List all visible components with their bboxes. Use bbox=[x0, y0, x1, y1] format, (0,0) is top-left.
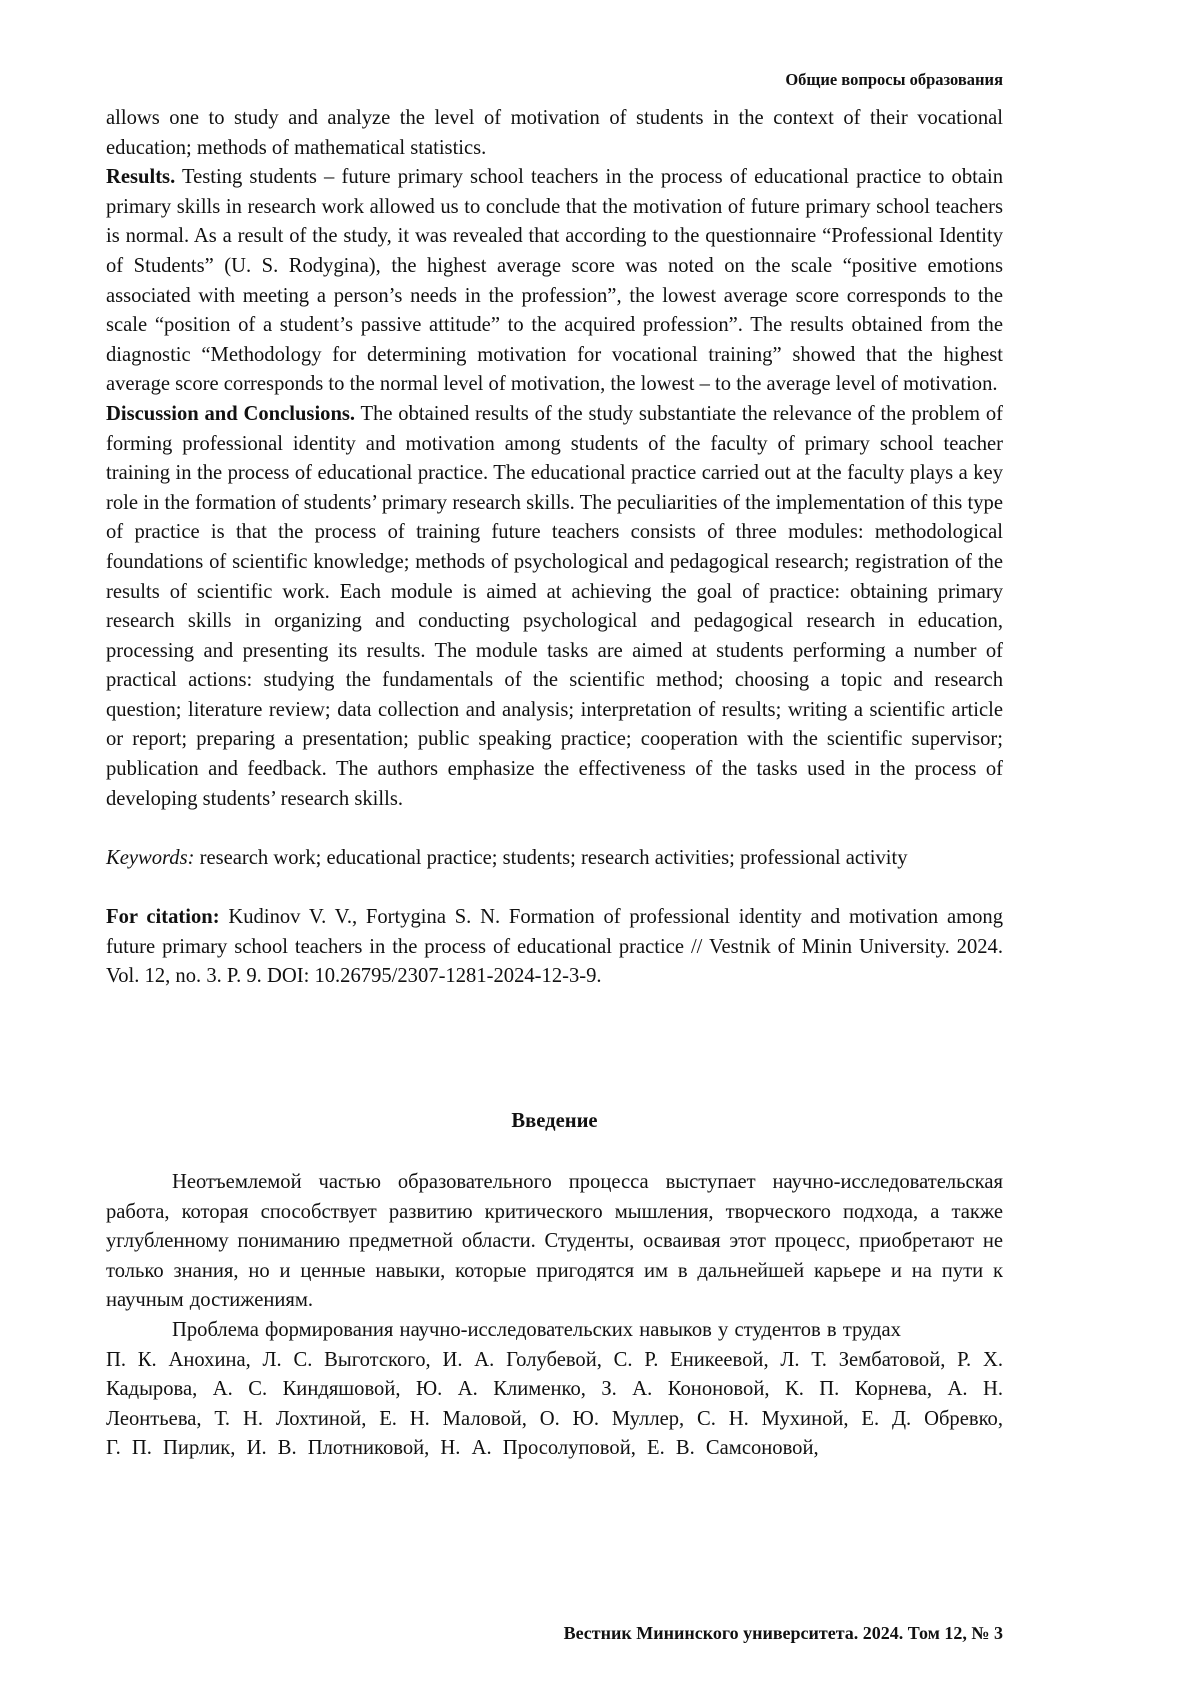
citation-paragraph bbox=[106, 903, 1003, 992]
discussion-label: Discussion and Conclusions. bbox=[106, 402, 356, 425]
methods-tail-paragraph: allows one to study and analyze the level of motivation of students in the context of their vocational education; methods of mathematical statistics. bbox=[106, 107, 1003, 159]
running-header: Общие вопросы образования bbox=[785, 70, 1003, 89]
results-text: Testing students – future primary school teachers in the process of educational practice to obtain primary skills in research work allowed us to conclude that the motivation of future primary school teachers is normal. As a result of the study, it was revealed that according to the questionnaire “Professional Identity of Students” (U. S. Rodygina), the highest average score was noted on the scale “positive emotions associated with meeting a person’s needs in the profession”, the lowest average score corresponds to the scale “position of a student’s passive attitude” to the acquired profession”. The results obtained from the diagnostic “Methodology for determining motivation for vocational training” showed that the highest average score corresponds to the normal level of motivation, the lowest – to the average level of motivation. bbox=[106, 166, 1003, 396]
spacer bbox=[106, 814, 1003, 844]
citation-label: For citation: bbox=[106, 906, 220, 929]
intro-paragraph: Неотъемлемой частью образовательного процесса выступает научно-исследовательская работа, которая способствует развитию критического мышления, творческого подхода, а также углубленному пониманию предметной области. Студенты, осваивая этот процесс, приобретают не только знания, но и ценные навыки, которые пригодятся им в дальнейшей карьере и на пути к научным достижениям. bbox=[106, 1171, 1003, 1312]
results-label: Results. bbox=[106, 166, 176, 189]
intro-paragraph: Проблема формирования научно-исследовательских навыков у студентов в трудах bbox=[172, 1318, 901, 1341]
section-title-introduction: Введение bbox=[511, 1110, 598, 1132]
author-names-list: П. К. Анохина, Л. С. Выготского, И. А. Голубевой, С. Р. Еникеевой, Л. Т. Зембатовой, Р. Х. Кадырова, А. С. Киндяшовой, Ю. А. Клименко, З. А. Кононовой, К. П. Корнева, А. Н. Леонтьева, Т. Н. Лохтиной, Е. Н. Маловой, О. Ю. Муллер, С. Н. Мухиной, Е. Д. Обревко, Г. П. Пирлик, И. В. Плотниковой, Н. А. Просолуповой, Е. В. Самсоновой, bbox=[106, 1348, 1003, 1460]
citation-text: Kudinov V. V., Fortygina S. N. Formation of professional identity and motivation among future primary school teachers in the process of educational practice // Vestnik of Minin University. 2024. Vol. 12, no. 3. P. 9. DOI: 10.26795/2307-1281-2024-12-3-9. bbox=[106, 906, 1004, 988]
discussion-text: The obtained results of the study substantiate the relevance of the problem of forming professional identity and motivation among students of the faculty of primary school teacher training in the process of educational practice. The educational practice carried out at the faculty plays a key role in the formation of students’ primary research skills. The peculiarities of the implementation of this type of practice is that the process of training future teachers consists of three modules: methodological foundations of scientific knowledge; methods of psychological and pedagogical research; registration of the results of scientific work. Each module is aimed at achieving the goal of practice: obtaining primary research skills in organizing and conducting psychological and pedagogical research in education, processing and presenting its results. The module tasks are aimed at students performing a number of practical actions: studying the fundamentals of the scientific method; choosing a topic and research question; literature review; data collection and analysis; interpretation of results; writing a scientific article or report; preparing a presentation; public speaking practice; cooperation with the scientific supervisor; publication and feedback. The authors emphasize the effectiveness of the tasks used in the process of developing students’ research skills. bbox=[106, 402, 1003, 810]
keywords-text: research work; educational practice; students; research activities; professional activity bbox=[194, 846, 908, 869]
introduction-section bbox=[106, 1168, 1003, 1464]
discussion-paragraph bbox=[106, 400, 1003, 814]
spacer bbox=[106, 873, 1003, 903]
keywords-paragraph bbox=[106, 844, 1003, 874]
keywords-label: Keywords: bbox=[106, 846, 195, 869]
abstract-section bbox=[106, 104, 1003, 992]
results-paragraph bbox=[106, 163, 1003, 400]
running-footer: Вестник Мининского университета. 2024. Том 12, № 3 bbox=[563, 1623, 1003, 1643]
